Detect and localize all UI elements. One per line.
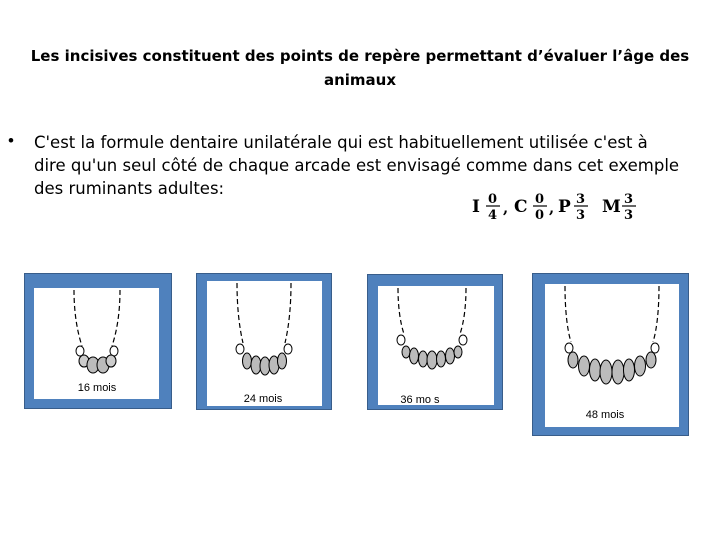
age-panel-16-months xyxy=(24,273,172,409)
bullet-marker: • xyxy=(8,131,14,150)
formula-letter-i: I xyxy=(472,197,480,217)
age-caption: 36 mo s xyxy=(400,394,440,406)
formula-letter-c: C xyxy=(514,197,528,217)
age-caption: 24 mois xyxy=(243,393,283,405)
age-caption: 48 mois xyxy=(585,409,625,421)
incisors-drawing xyxy=(378,286,494,405)
formula-letter-m: M xyxy=(602,197,621,217)
formula-c-lower: 0 xyxy=(535,208,545,223)
formula-letter-p: P xyxy=(558,197,571,217)
formula-sep-2: , xyxy=(549,199,555,217)
age-panel-36-months xyxy=(367,274,503,410)
age-panel-48-months xyxy=(532,273,689,436)
formula-p-upper: 3 xyxy=(576,192,586,207)
formula-i-lower: 4 xyxy=(488,208,498,223)
age-panel-24-months xyxy=(196,273,332,410)
dental-illustration xyxy=(207,281,322,406)
formula-m-lower: 3 xyxy=(624,208,634,223)
slide-title: Les incisives constituent des points de repère permettant d’évaluer l’âge des animaux xyxy=(30,47,690,89)
formula-c-upper: 0 xyxy=(535,192,545,207)
dental-formula xyxy=(470,186,650,226)
dental-illustration xyxy=(545,284,679,427)
incisors-drawing xyxy=(545,284,679,427)
formula-i-upper: 0 xyxy=(488,192,498,207)
formula-p-lower: 3 xyxy=(576,208,586,223)
bullet-text: C'est la formule dentaire unilatérale qui est habituellement utilisée c'est à dire qu'un seul côté de chaque arcade est envisagé comme dans cet exemple des ruminants adultes: xyxy=(34,133,680,198)
age-caption: 16 mois xyxy=(77,382,117,394)
dental-illustration xyxy=(378,286,494,405)
formula-m-upper: 3 xyxy=(624,192,634,207)
incisors-drawing xyxy=(207,281,322,406)
formula-sep-1: , xyxy=(503,199,509,217)
